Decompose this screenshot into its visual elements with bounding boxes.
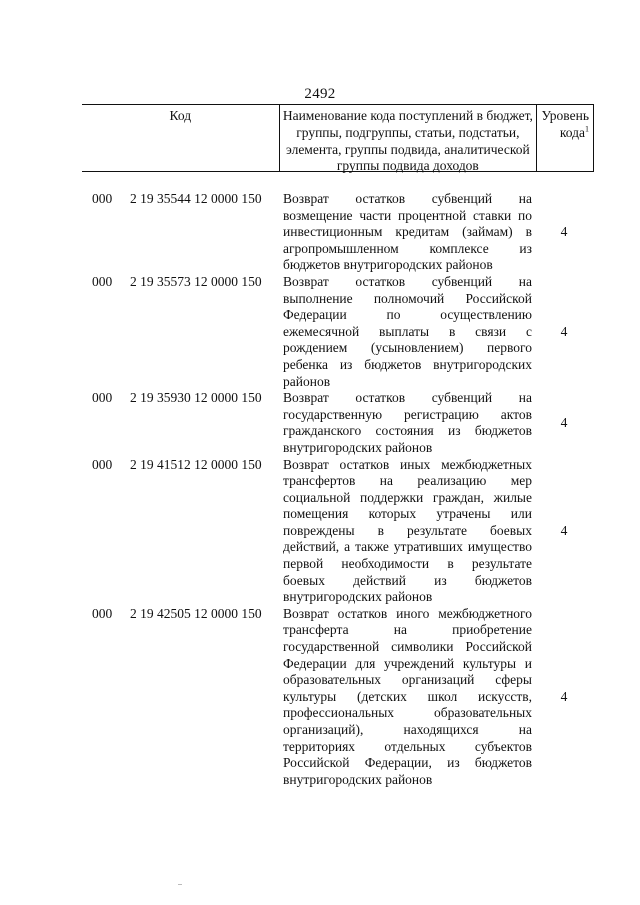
table-row [0, 274, 640, 390]
row-code: 2 19 41512 12 0000 150 [130, 456, 262, 472]
row-prefix: 000 [92, 191, 113, 206]
scan-artifact [178, 884, 182, 885]
page-number: 2492 [304, 86, 336, 102]
row-level: 4 [560, 688, 568, 704]
row-prefix: 000 [92, 605, 113, 621]
row-level: 4 [560, 323, 568, 339]
row-prefix: 000 [92, 456, 113, 472]
header-level [537, 105, 593, 171]
row-code: 2 19 35544 12 0000 150 [130, 191, 262, 206]
row-code: 2 19 35573 12 0000 150 [130, 273, 262, 289]
row-name: Возврат остатков иного межбюджетного трансферта на приобретение государственной символики Российской Федерации для учреждений культуры и образовательных организаций сферы культуры (детских школ искусств, профессиональных образовательных организаций), находящихся на территориях отдельных субъектов Российской Федерации, из бюджетов внутригородских районов [283, 605, 532, 787]
row-name: Возврат остатков субвенций на выполнение полномочий Российской Федерации по осуществлению ежемесячной выплаты в связи с рождением (усыновлением) первого ребенка из бюджетов внутригородских районов [283, 273, 532, 389]
row-code: 2 19 42505 12 0000 150 [130, 605, 262, 621]
header-level-footnote: 1 [584, 124, 589, 134]
row-name: Возврат остатков субвенций на возмещение части процентной ставки по инвестиционным кредитам (займам) в агропромышленном комплексе из бюджетов внутригородских районов [283, 191, 532, 273]
table-body [0, 191, 640, 788]
row-prefix: 000 [92, 273, 113, 289]
table-row [0, 606, 640, 789]
row-code: 2 19 35930 12 0000 150 [130, 390, 262, 406]
table-row [0, 457, 640, 606]
row-level: 4 [560, 522, 568, 538]
table-header [82, 104, 594, 172]
row-prefix: 000 [92, 390, 113, 406]
header-code: Код [82, 105, 280, 171]
table-row [0, 191, 640, 274]
header-level-label: Уровень кода [541, 108, 589, 140]
row-level: 4 [560, 415, 568, 431]
row-level: 4 [560, 224, 568, 240]
row-name: Возврат остатков иных межбюджетных трансфертов на реализацию мер социальной поддержки граждан, жилые помещения которых утрачены или повреждены в результате боевых действий, а также утративших имущество первой необходимости в результате боевых действий из бюджетов внутригородских районов [283, 456, 532, 605]
table-row [0, 390, 640, 456]
header-name: Наименование кода поступлений в бюджет, группы, подгруппы, статьи, подстатьи, элемента, группы подвида, аналитической группы подвида доходов [280, 105, 537, 171]
row-name: Возврат остатков субвенций на государственную регистрацию актов гражданского состояния из бюджетов внутригородских районов [283, 390, 532, 455]
